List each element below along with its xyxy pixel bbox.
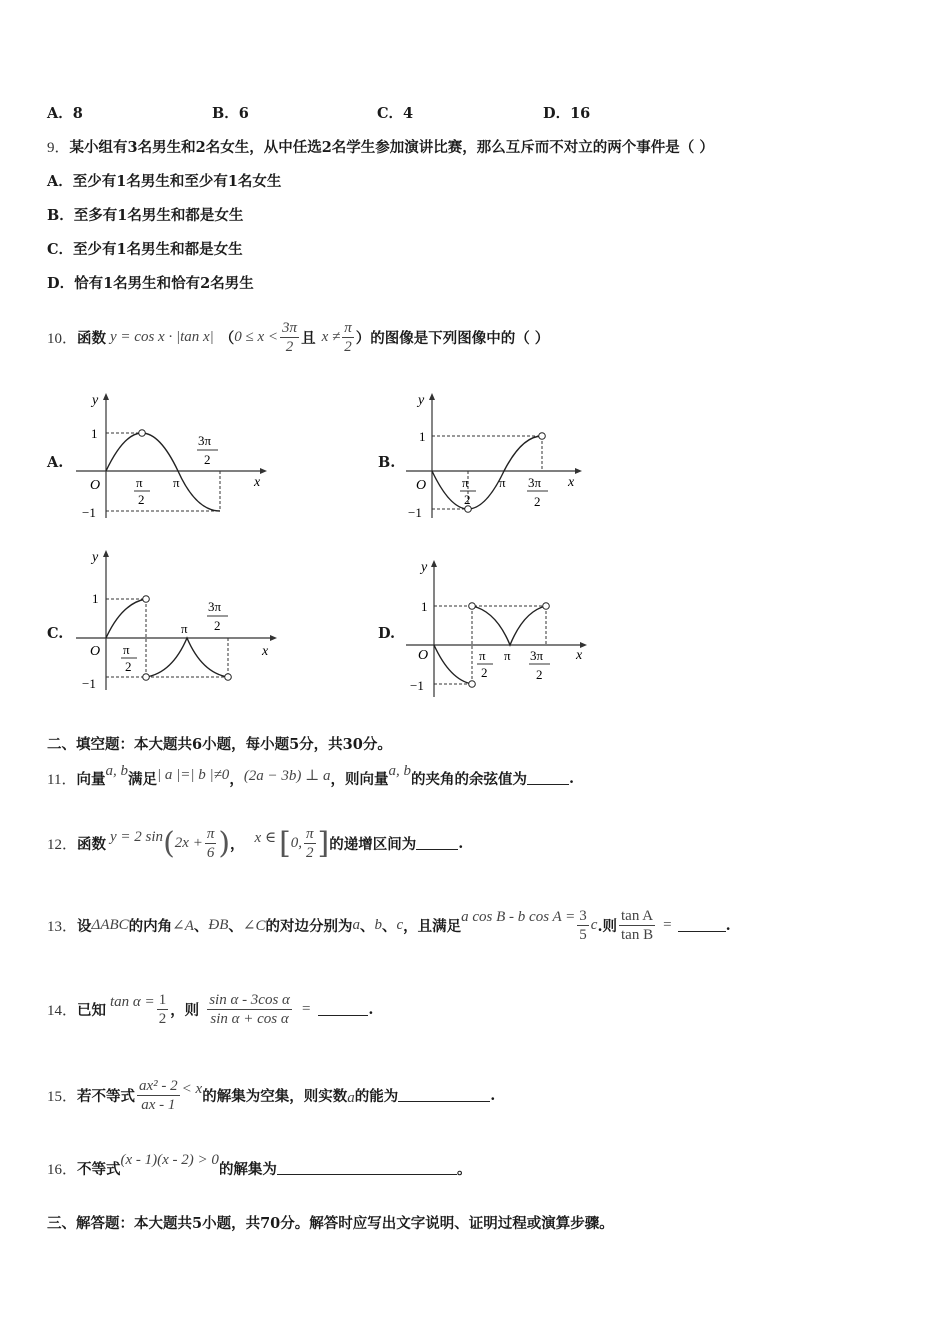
q11: 11． 向量 a, b 满足 | a |=| b |≠0 ， (2a − 3b) ⊥ a ，则向量 a, b 的夹角的余弦值为 . — [47, 762, 575, 788]
svg-text:1: 1 — [419, 429, 426, 444]
svg-text:π: π — [499, 475, 506, 490]
q16-answer-blank[interactable] — [277, 1162, 457, 1175]
svg-text:2: 2 — [534, 494, 541, 509]
svg-text:2: 2 — [214, 618, 221, 633]
svg-text:2: 2 — [125, 659, 132, 674]
svg-text:−1: −1 — [82, 676, 96, 691]
q14-answer-blank[interactable] — [318, 1003, 368, 1016]
q10-number: 10． — [47, 330, 78, 347]
q11-answer-blank[interactable] — [527, 772, 569, 785]
section3-title: 三、解答题：本大题共5小题，共70分。解答时应写出文字说明、证明过程或演算步骤。 — [47, 1215, 614, 1232]
svg-text:1: 1 — [92, 591, 99, 606]
svg-text:x: x — [262, 644, 269, 659]
svg-text:y: y — [418, 393, 425, 408]
q14: 14． 已知 tan α = $\frac{1}{2}$ ，则 $\frac{\text{sin α - 3cos α}}{\text{sin α + cos α}}$ = . — [47, 991, 374, 1027]
q13: 13． 设 ΔABC 的内角 ∠A 、 ÐB 、 ∠C 的对边分别为 a 、 b 、 c ，且满足 a cos B - b cos A = $\frac{3}{5}$ c .则 $\frac{\text{tan A}}{\text{tan B}}$ = . — [47, 907, 731, 943]
q15-answer-blank[interactable] — [398, 1089, 490, 1102]
q8-option-c: C．4 — [377, 105, 414, 122]
svg-text:1: 1 — [91, 426, 98, 441]
svg-text:π: π — [123, 642, 130, 657]
q10-label-d: D. — [378, 625, 396, 642]
svg-text:2: 2 — [481, 665, 488, 680]
q10-cond-mid: x ≠ — [321, 328, 341, 345]
svg-text:O: O — [90, 478, 101, 493]
svg-text:x: x — [568, 475, 575, 490]
svg-text:π: π — [479, 648, 486, 663]
q13-answer-blank[interactable] — [678, 919, 726, 932]
svg-text:1: 1 — [421, 599, 428, 614]
q10-prefix: 函数 — [77, 329, 107, 347]
q10-suffix: ）的图像是下列图像中的（ ） — [355, 329, 550, 347]
section2-title: 二、填空题：本大题共6小题，每小题5分，共30分。 — [47, 736, 392, 753]
svg-text:3π: 3π — [198, 433, 212, 448]
q10-stem: 10． 函数 y = cos x · |tan x| （ 0 ≤ x < $\frac{3\pi}{2}$ 且 x ≠ $\frac{\pi}{2}$ ）的图像是下列图像中的（ ） — [47, 319, 550, 355]
q10-fraction-3pi-2: $\frac{3\pi}{2}$ — [282, 319, 298, 355]
q9-option-d: D．恰有1名男生和恰有2名男生 — [47, 275, 254, 292]
q9-option-c: C．至少有1名男生和都是女生 — [47, 241, 243, 258]
svg-text:3π: 3π — [528, 475, 542, 490]
q10-fraction-pi-2: $\frac{\pi}{2}$ — [344, 319, 352, 355]
q9-option-b: B．至多有1名男生和都是女生 — [47, 207, 244, 224]
svg-text:π: π — [462, 475, 469, 490]
svg-text:2: 2 — [138, 492, 145, 507]
svg-text:π: π — [136, 475, 143, 490]
graph-a — [70, 388, 270, 528]
q10-label-a: A. — [47, 454, 64, 471]
svg-text:2: 2 — [536, 667, 543, 682]
q10-and: 且 — [301, 329, 316, 347]
graph-c — [70, 545, 280, 705]
q8-option-d: D．16 — [543, 105, 591, 122]
graph-d — [400, 555, 600, 705]
svg-text:3π: 3π — [530, 648, 544, 663]
q9-stem: 某小组有3名男生和2名女生，从中任选2名学生参加演讲比赛，那么互斥而不对立的两个事件是（ ） — [69, 139, 714, 156]
svg-text:O: O — [416, 478, 427, 493]
svg-text:y: y — [92, 550, 99, 565]
q9-number: 9． — [47, 140, 70, 156]
svg-text:O: O — [90, 644, 101, 659]
graph-b — [400, 388, 600, 528]
svg-text:2: 2 — [464, 492, 471, 507]
svg-text:−1: −1 — [82, 505, 96, 520]
svg-text:π: π — [181, 621, 188, 636]
q10-label-c: C. — [47, 625, 64, 642]
q12: 12． 函数 y = 2 sin ( 2x + $\frac{\pi}{6}$ ) ， x ∈ [ 0, $\frac{\pi}{2}$ ] 的递增区间为 . — [47, 825, 464, 861]
q12-answer-blank[interactable] — [416, 837, 458, 850]
q10-label-b: B. — [378, 454, 396, 471]
svg-text:3π: 3π — [208, 599, 222, 614]
svg-text:π: π — [173, 475, 180, 490]
q9-option-a: A．至少有1名男生和至少有1名女生 — [47, 173, 282, 190]
q16: 16． 不等式 (x - 1)(x - 2) > 0 的解集为 。 — [47, 1151, 472, 1178]
svg-text:2: 2 — [204, 452, 211, 467]
svg-text:y: y — [421, 560, 428, 575]
svg-text:x: x — [576, 648, 583, 663]
q15: 15． 若不等式 $\frac{\text{ax² - 2}}{ax - 1}$ < x 的解集为空集，则实数 a 的能为 . — [47, 1077, 496, 1113]
q8-option-a: A．8 — [47, 105, 83, 122]
svg-text:y: y — [92, 393, 99, 408]
svg-text:x: x — [254, 475, 261, 490]
svg-text:−1: −1 — [410, 678, 424, 693]
svg-text:−1: −1 — [408, 505, 422, 520]
svg-text:π: π — [504, 648, 511, 663]
q8-option-b: B．6 — [212, 105, 249, 122]
svg-text:O: O — [418, 648, 429, 663]
q10-formula: y = cos x · |tan x| — [110, 328, 214, 345]
q10-cond-left: 0 ≤ x < — [234, 328, 279, 345]
